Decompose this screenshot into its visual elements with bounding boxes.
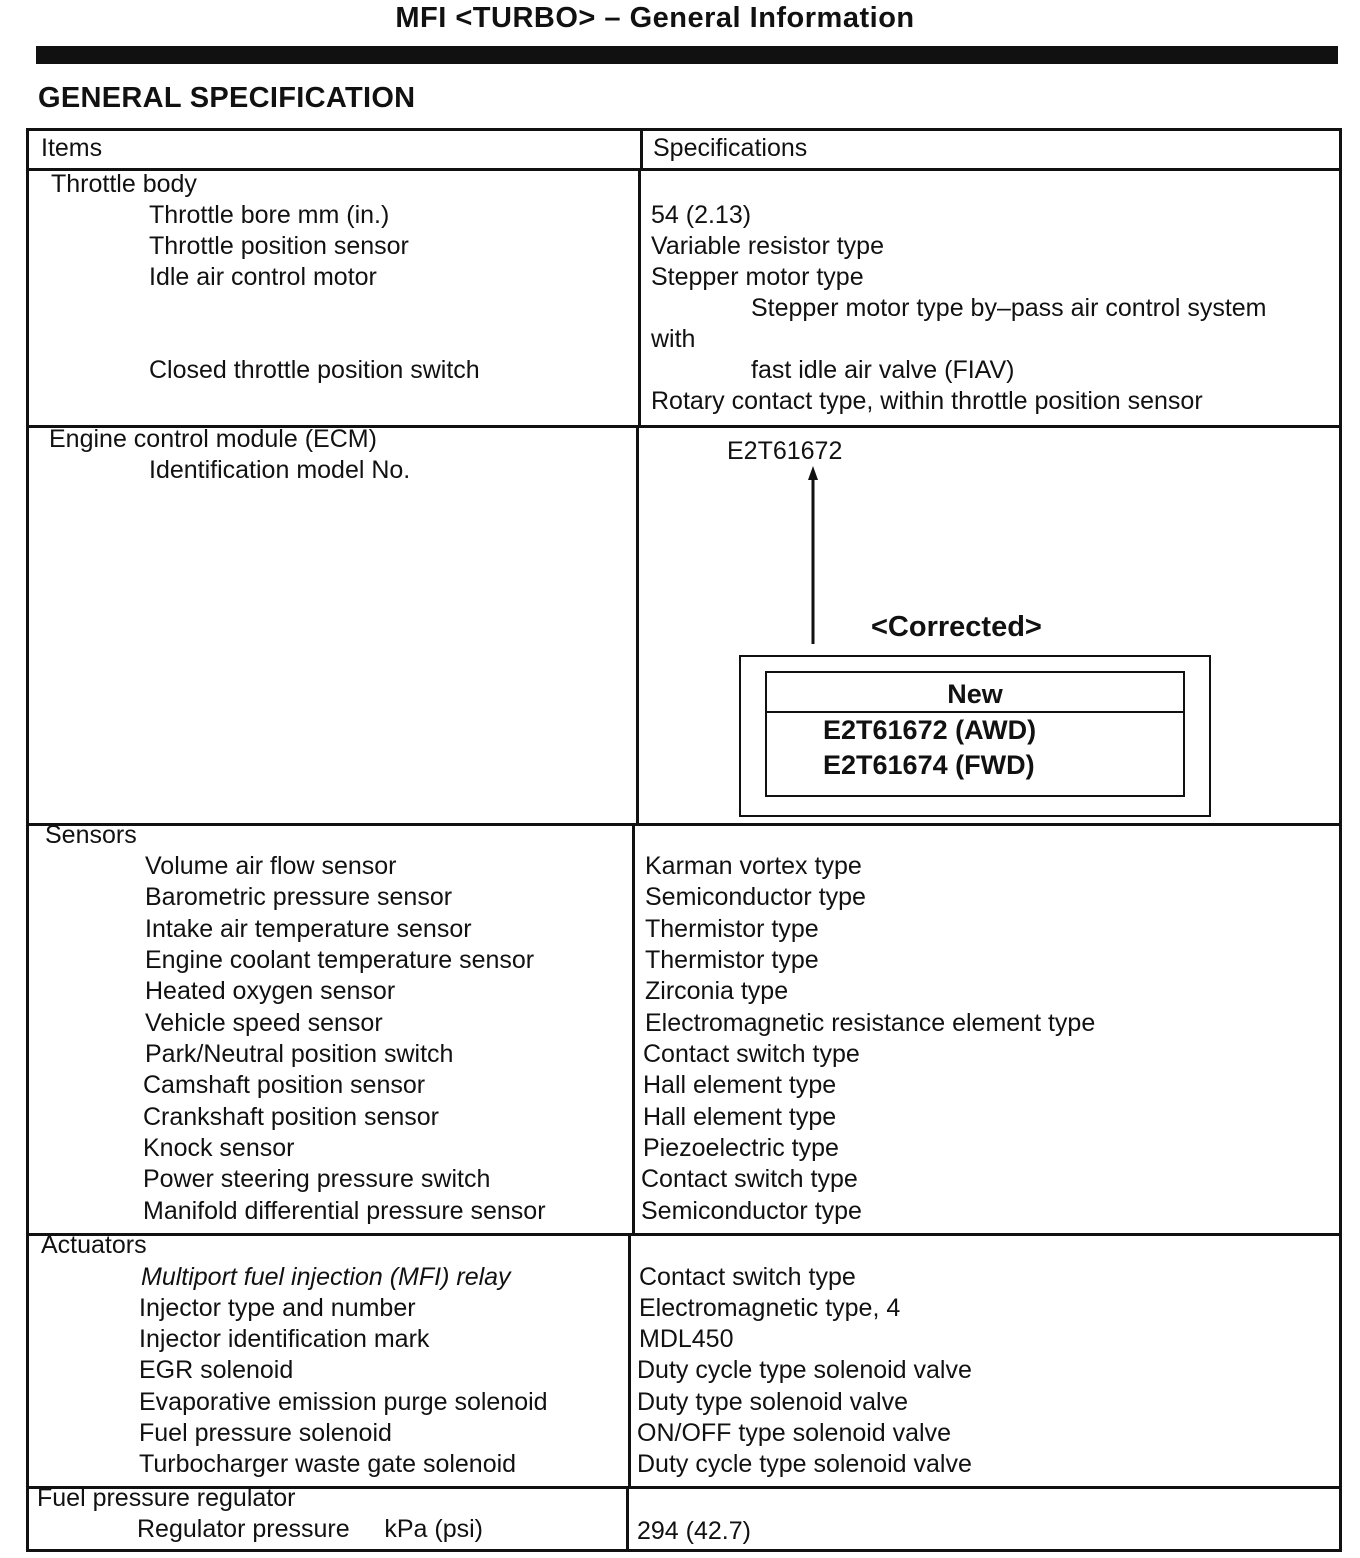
item-label: Volume air flow sensor: [145, 852, 397, 880]
item-label: Multiport fuel injection (MFI) relay: [141, 1263, 511, 1291]
section-heading: GENERAL SPECIFICATION: [38, 82, 416, 114]
spec-table: [26, 128, 1342, 1552]
spec-value: Duty type solenoid valve: [637, 1388, 908, 1416]
item-label: Injector type and number: [139, 1294, 416, 1322]
item-label: Identification model No.: [149, 456, 411, 484]
item-label: Regulator pressure kPa (psi): [137, 1515, 483, 1543]
page-title: MFI <TURBO> – General Information: [395, 2, 915, 34]
spec-value: Contact switch type: [643, 1040, 860, 1068]
item-label: Closed throttle position switch: [149, 356, 480, 384]
item-label: Intake air temperature sensor: [145, 915, 472, 943]
col-spec-label: Specifications: [653, 134, 808, 162]
actuators-row: [29, 1231, 1339, 1489]
item-label: Idle air control motor: [149, 263, 377, 291]
spec-value: Electromagnetic type, 4: [639, 1294, 901, 1322]
spec-column-header: [643, 131, 1339, 168]
spec-value: Semiconductor type: [641, 1197, 862, 1225]
spec-value: Semiconductor type: [645, 883, 866, 911]
item-label: Heated oxygen sensor: [145, 977, 396, 1005]
spec-value: MDL450: [639, 1325, 734, 1353]
item-label: Throttle position sensor: [149, 232, 409, 260]
spec-value: Hall element type: [643, 1103, 837, 1131]
item-label: Manifold differential pressure sensor: [143, 1197, 546, 1225]
item-label: Park/Neutral position switch: [145, 1040, 454, 1068]
group-label: Fuel pressure regulator: [37, 1484, 296, 1512]
new-label: New: [947, 679, 1003, 709]
new-model-fwd: E2T61674 (FWD): [823, 750, 1035, 780]
throttle-body-row: [29, 171, 1339, 428]
item-label: Throttle bore mm (in.): [149, 201, 390, 229]
fuel-pressure-regulator-row: [29, 1484, 1339, 1549]
correction-box: [739, 655, 1211, 817]
ecm-model-number: E2T61672: [727, 437, 843, 465]
spec-value: Rotary contact type, within throttle position sensor: [651, 387, 1203, 415]
correction-inner-box: [765, 671, 1185, 797]
corrected-label: <Corrected>: [871, 611, 1042, 643]
col-items-label: Items: [41, 134, 103, 162]
spec-value: 294 (42.7): [637, 1517, 751, 1545]
spec-value: Piezoelectric type: [643, 1134, 839, 1162]
spec-value: Variable resistor type: [651, 232, 884, 260]
spec-value: Stepper motor type by–pass air control system: [751, 294, 1267, 322]
spec-value: Duty cycle type solenoid valve: [637, 1356, 972, 1384]
group-label: Sensors: [45, 821, 137, 849]
item-label: Vehicle speed sensor: [145, 1009, 383, 1037]
spec-value: with: [651, 325, 696, 353]
item-label: Crankshaft position sensor: [143, 1103, 439, 1131]
item-label: Barometric pressure sensor: [145, 883, 453, 911]
spec-value: Electromagnetic resistance element type: [645, 1009, 1096, 1037]
ecm-row: [29, 425, 1339, 826]
table-header-row: [29, 131, 1339, 171]
group-label: Actuators: [41, 1231, 147, 1259]
spec-value: ON/OFF type solenoid valve: [637, 1419, 952, 1447]
item-label: Camshaft position sensor: [143, 1071, 426, 1099]
item-label: Turbocharger waste gate solenoid: [139, 1450, 517, 1478]
spec-value: Karman vortex type: [645, 852, 862, 880]
sensors-row: [29, 821, 1339, 1236]
item-label: EGR solenoid: [139, 1356, 294, 1384]
spec-value: 54 (2.13): [651, 201, 752, 229]
item-label: Engine coolant temperature sensor: [145, 946, 535, 974]
item-label: Fuel pressure solenoid: [139, 1419, 392, 1447]
correction-arrow: [803, 466, 823, 646]
spec-value: Duty cycle type solenoid valve: [637, 1450, 972, 1478]
item-label: Evaporative emission purge solenoid: [139, 1388, 548, 1416]
group-label: Throttle body: [51, 170, 197, 198]
correction-divider: [767, 711, 1183, 713]
group-label: Engine control module (ECM): [49, 425, 377, 453]
spec-value: Contact switch type: [639, 1263, 856, 1291]
items-column-header: [29, 131, 643, 168]
spec-value: Zirconia type: [645, 977, 789, 1005]
item-label: Power steering pressure switch: [143, 1165, 491, 1193]
spec-value: Thermistor type: [645, 946, 819, 974]
spec-value: Thermistor type: [645, 915, 819, 943]
spec-value: Stepper motor type: [651, 263, 864, 291]
spec-value: Contact switch type: [641, 1165, 858, 1193]
spec-value: Hall element type: [643, 1071, 837, 1099]
new-model-awd: E2T61672 (AWD): [823, 715, 1037, 745]
title-rule: [36, 46, 1338, 64]
item-label: Injector identification mark: [139, 1325, 430, 1353]
spec-value: fast idle air valve (FIAV): [751, 356, 1015, 384]
item-label: Knock sensor: [143, 1134, 295, 1162]
